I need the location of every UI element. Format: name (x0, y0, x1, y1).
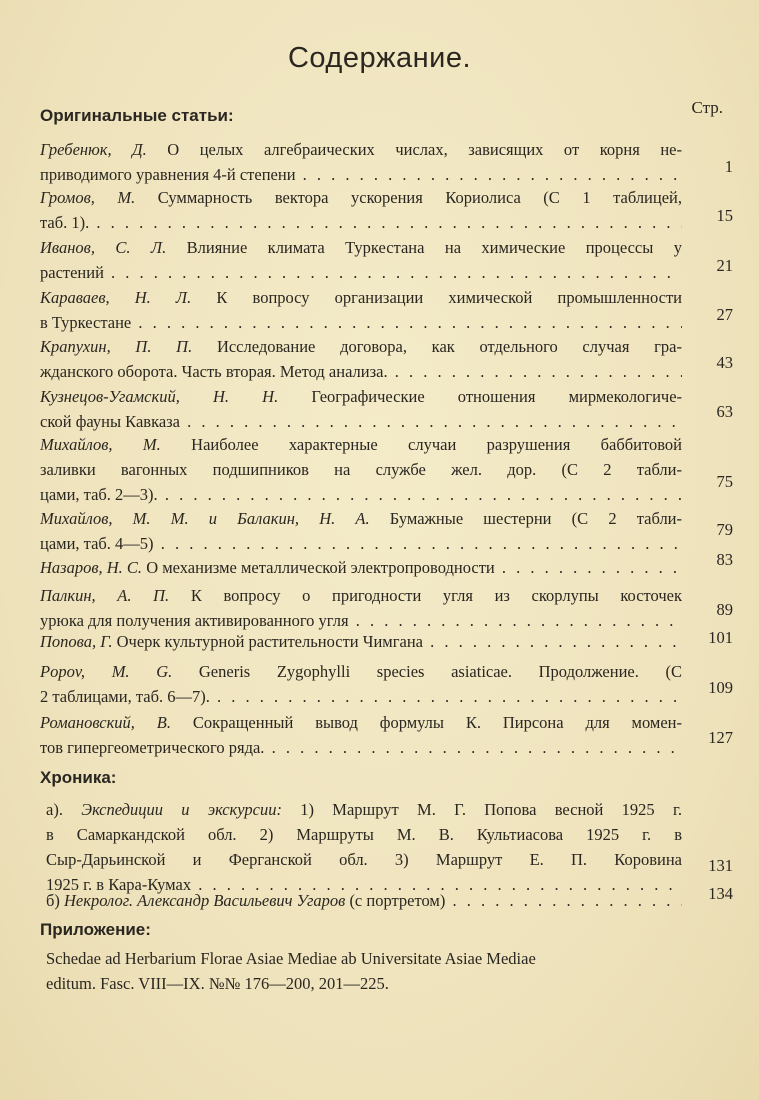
entry-title-cont: растений . . . (40, 260, 682, 285)
entry-page-number: 127 (708, 728, 733, 747)
entry-title-cont: ской фауны Кавказа . . . (40, 409, 682, 434)
entry-prefix: а). (46, 800, 63, 819)
toc-entry (40, 235, 682, 285)
entry-page-number: 101 (708, 628, 733, 647)
entry-title: Суммарность вектора ускорения Кориолиса (С 1 таблицей, (157, 188, 682, 207)
entry-prefix: б) (46, 891, 60, 910)
entry-author: Караваев, Н. Л. (40, 288, 192, 307)
entry-page-number: 134 (708, 884, 733, 903)
page-title: Содержание. (287, 42, 472, 74)
toc-entry (40, 506, 682, 556)
entry-author: Назаров, Н. С. (40, 558, 143, 577)
toc-entry (40, 432, 682, 507)
toc-entry (40, 583, 682, 633)
entry-title: 1) Маршрут М. Г. Попова весной 1925 г. (300, 800, 682, 819)
appendix-line: Schedae ad Herbarium Florae Asiae Mediae ab Universitate Asiae Mediae (46, 949, 536, 968)
toc-entry (40, 185, 682, 235)
entry-title-cont: таб. 1). . . . (40, 210, 682, 235)
entry-page-number: 83 (716, 550, 733, 569)
entry-page-number: 15 (716, 206, 733, 225)
toc-entry (40, 629, 682, 654)
entry-page-number: 109 (708, 678, 733, 697)
section-heading-appendix: Приложение: (40, 920, 151, 939)
entry-title-cont: приводимого уравнения 4-й степени . . . (40, 162, 682, 187)
entry-page-number: 21 (716, 256, 733, 275)
entry-author: Гребенюк, Д. (40, 140, 147, 159)
chronicle-entry (46, 797, 682, 897)
toc-entry (40, 659, 682, 709)
entry-title: Наиболее характерные случаи разрушения баббитовой (191, 435, 682, 454)
entry-author: Popov, M. G. (40, 662, 173, 681)
entry-title: Сокращенный вывод формулы К. Пирсона для момен- (192, 713, 682, 732)
entry-page-number: 89 (716, 600, 733, 619)
entry-title-cont: в Самаркандской обл. 2) Маршруты М. В. Культиасова 1925 г. в (46, 825, 682, 844)
entry-title-cont: 1925 г. в Кара-Кумах . . . (46, 872, 682, 897)
entry-page-number: 131 (708, 856, 733, 875)
entry-title: Generis Zygophylli species asiaticae. Продолжение. (С (198, 662, 682, 681)
entry-heading: Экспедиции и экскурсии: (81, 800, 282, 819)
entry-title-cont: 2 таблицами, таб. 6—7). . . . (40, 684, 682, 709)
entry-title: К вопросу организации химической промышленности (216, 288, 682, 307)
entry-page-number: 43 (716, 353, 733, 372)
entry-author: Кузнецов-Угамский, Н. Н. (40, 387, 279, 406)
entry-title-cont: в Туркестане . . . (40, 310, 682, 335)
entry-title-cont: урюка для получения активированного угля . . . (40, 608, 682, 633)
toc-entry (40, 555, 682, 580)
toc-entry (40, 334, 682, 384)
entry-author: Палкин, А. П. (40, 586, 170, 605)
entry-title: (с портретом) (349, 891, 446, 910)
entry-page-number: 1 (724, 157, 733, 176)
entry-title: Очерк культурной растительности Чимгана (116, 632, 423, 651)
entry-title-cont: заливки вагонных подшипников на службе жел. дор. (С 2 табли- (40, 460, 682, 479)
entry-author: Иванов, С. Л. (40, 238, 167, 257)
toc-entry (40, 285, 682, 335)
entry-title-cont: Сыр-Дарьинской и Ферганской обл. 3) Маршрут Е. П. Коровина (46, 850, 682, 869)
entry-title: Исследование договора, как отдельного случая гра- (216, 337, 682, 356)
entry-heading: Некролог. Александр Васильевич Угаров (64, 891, 346, 910)
section-heading-chronicle: Хроника: (40, 768, 117, 787)
entry-title: Бумажные шестерни (С 2 табли- (389, 509, 682, 528)
entry-page-number: 79 (716, 520, 733, 539)
entry-title-cont: цами, таб. 2—3). . . . (40, 482, 682, 507)
entry-page-number: 27 (716, 305, 733, 324)
section-heading-original: Оригинальные статьи: (40, 106, 234, 125)
entry-title: К вопросу о пригодности угля из скорлупы косточек (190, 586, 682, 605)
page-column-header: Стр. (691, 98, 723, 117)
entry-author: Михайлов, М. (40, 435, 161, 454)
entry-author: Попова, Г. (40, 632, 113, 651)
toc-entry (40, 384, 682, 434)
entry-title: О целых алгебраических числах, зависящих от корня не- (167, 140, 682, 159)
appendix-line: editum. Fasc. VIII—IX. №№ 176—200, 201—225. (46, 974, 389, 993)
entry-title: Влияние климата Туркестана на химические процессы у (186, 238, 682, 257)
entry-page-number: 75 (716, 472, 733, 491)
entry-title: О механизме металлической электропроводности (146, 558, 495, 577)
appendix-text (46, 946, 686, 996)
entry-page-number: 63 (716, 402, 733, 421)
entry-author: Романовский, В. (40, 713, 171, 732)
entry-author: Михайлов, М. М. и Балакин, Н. А. (40, 509, 370, 528)
entry-author: Громов, М. (40, 188, 136, 207)
entry-author: Крапухин, П. П. (40, 337, 193, 356)
entry-title: Географические отношения мирмекологиче- (311, 387, 682, 406)
entry-title-cont: цами, таб. 4—5) . . . (40, 531, 682, 556)
entry-title-cont: тов гипергеометрического ряда. . . . (40, 735, 682, 760)
entry-title-cont: жданского оборота. Часть вторая. Метод анализа. . . . (40, 359, 682, 384)
chronicle-entry (46, 888, 682, 913)
toc-entry (40, 710, 682, 760)
toc-entry (40, 137, 682, 187)
